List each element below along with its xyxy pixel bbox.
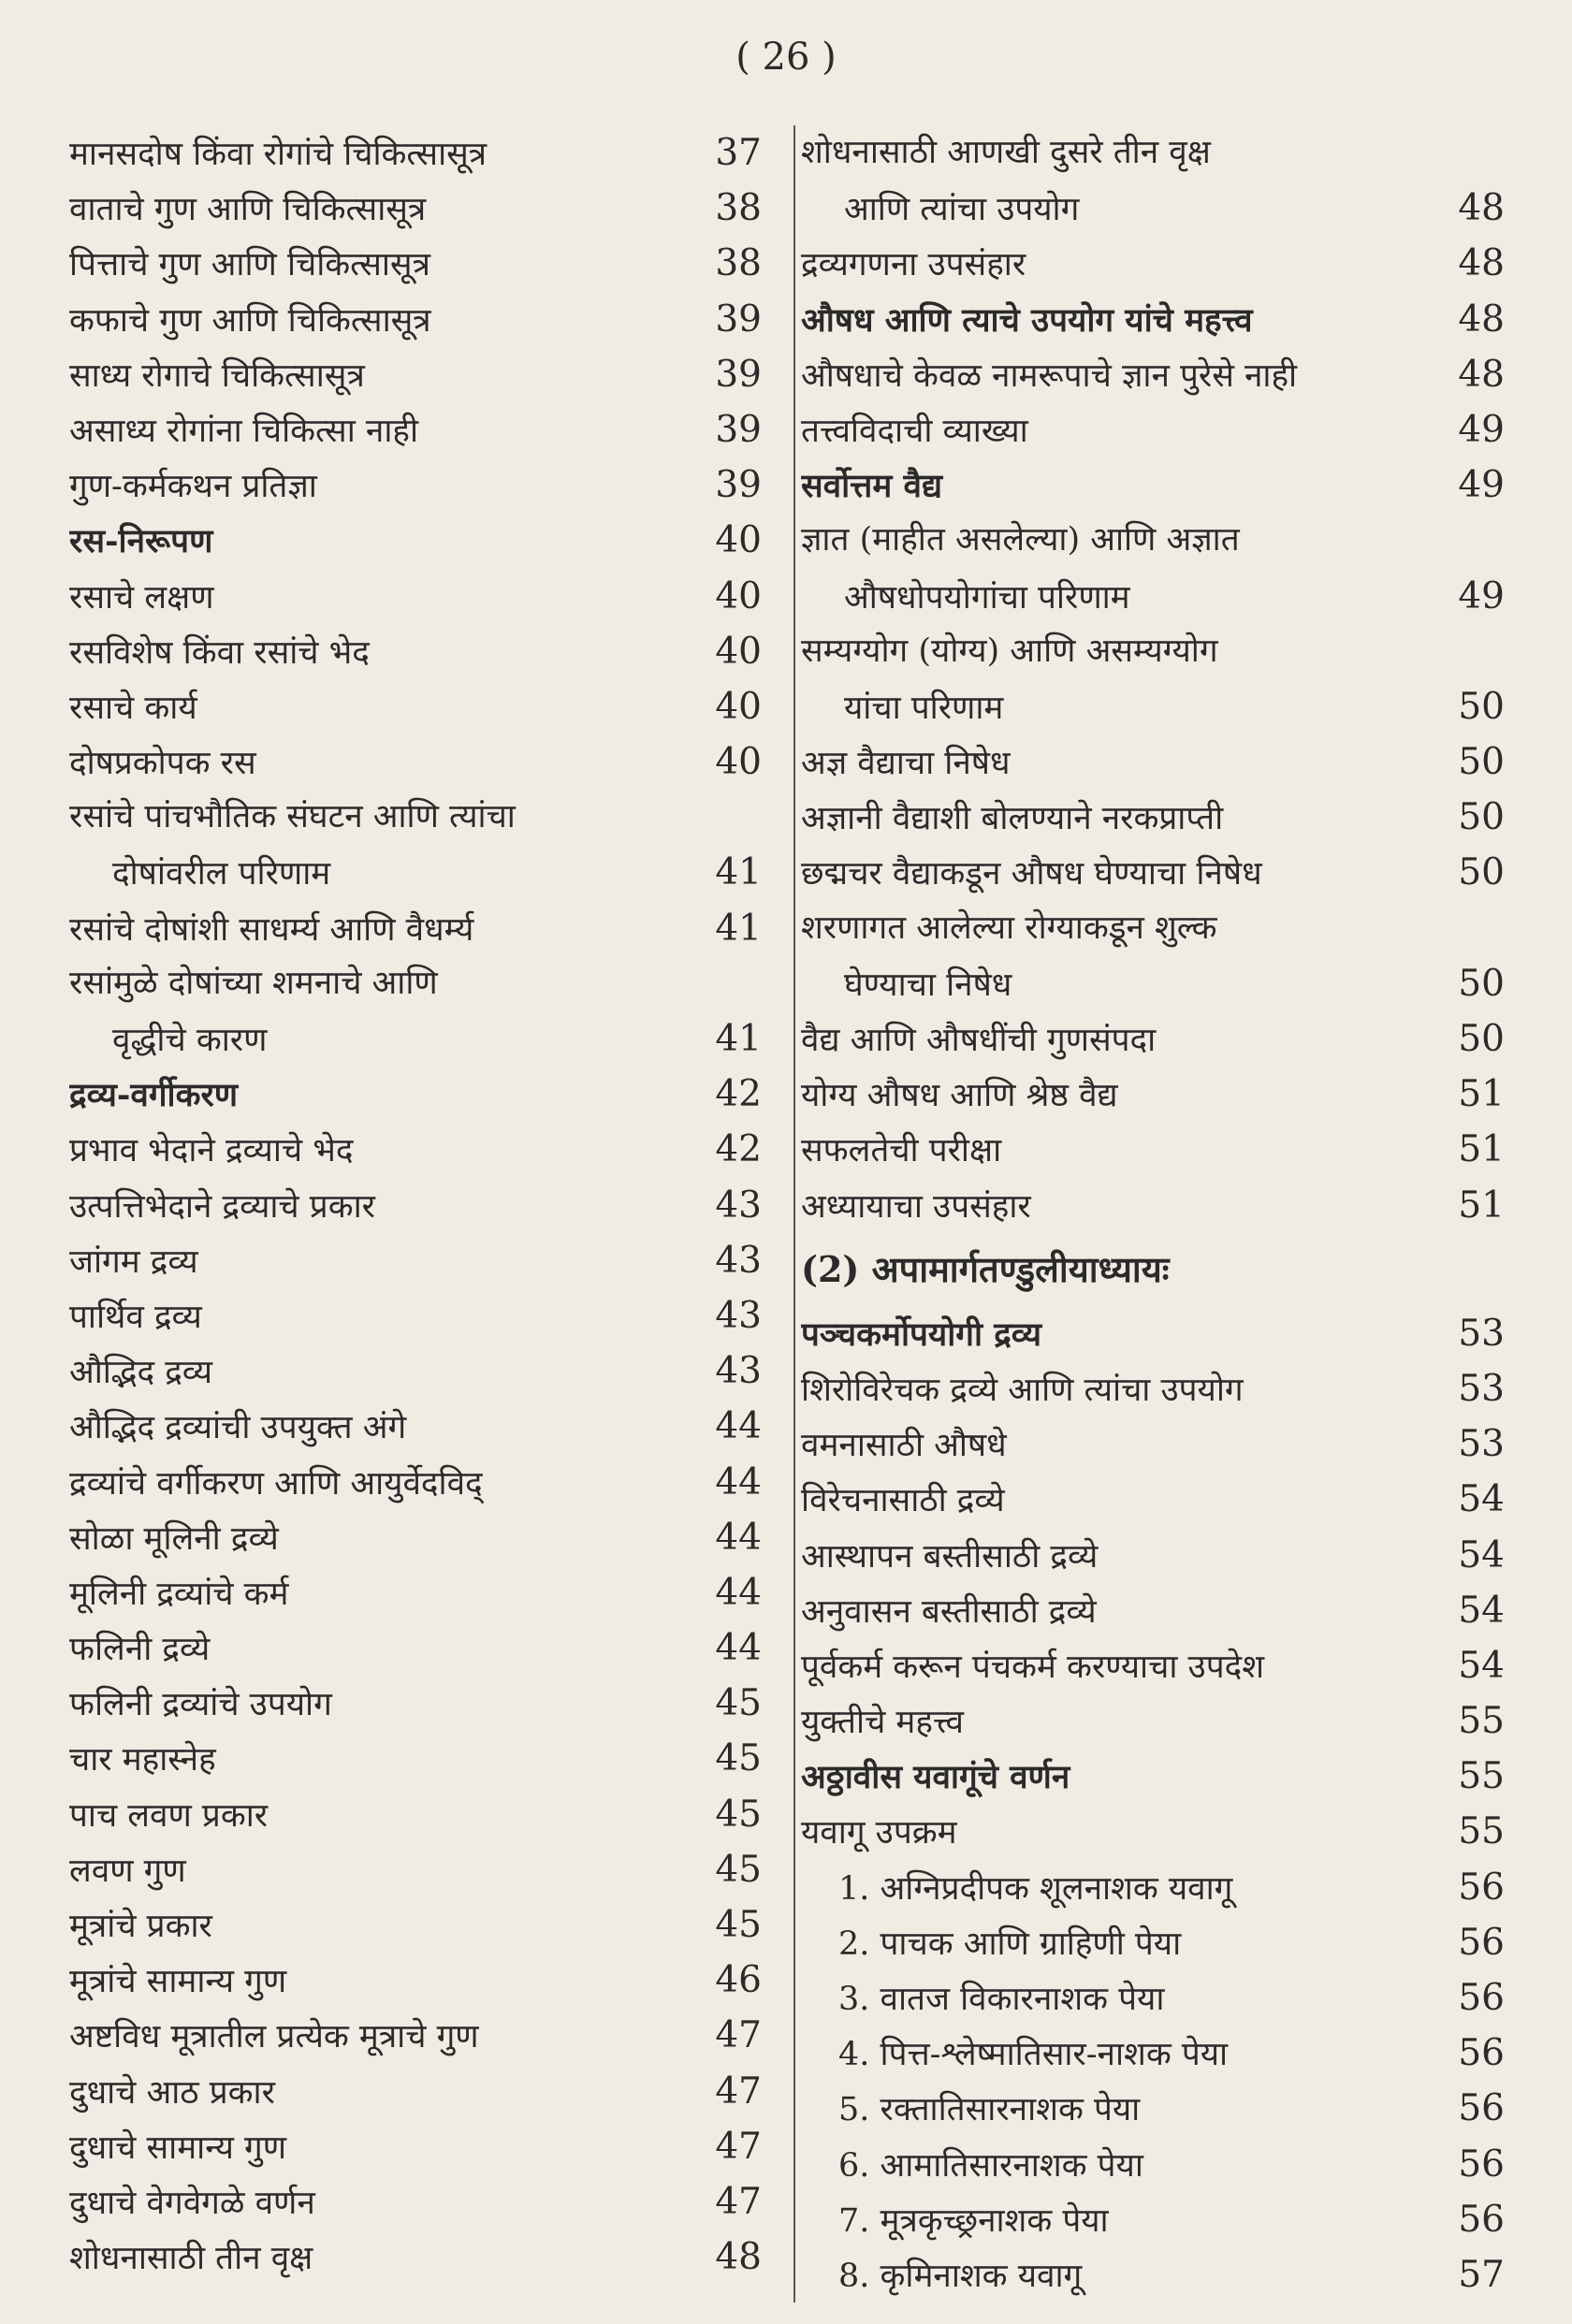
toc-entry [69, 624, 762, 679]
toc-entry [69, 1897, 762, 1953]
toc-entry-title: पाच लवण प्रकार [69, 1796, 269, 1835]
toc-entry [69, 956, 762, 1011]
toc-entry [801, 2137, 1505, 2192]
toc-entry-title: शोधनासाठी आणखी दुसरे तीन वृक्ष [801, 134, 1211, 171]
toc-entry [69, 1953, 762, 2008]
toc-entry-title: रसांचे पांचभौतिक संघटन आणि त्यांचा [69, 798, 516, 836]
toc-entry-title: अध्यायाचा उपसंहार [801, 1187, 1031, 1226]
toc-entry-page: 56 [1458, 1921, 1505, 1964]
toc-entry [69, 1787, 762, 1842]
toc-entry-page: 40 [715, 519, 762, 562]
toc-entry-page: 55 [1458, 1700, 1505, 1743]
toc-entry-title: गुण-कर्मकथन प्रतिज्ञा [69, 468, 317, 506]
toc-entry-page: 39 [715, 298, 762, 341]
toc-entry [801, 734, 1505, 790]
toc-entry-title: 5. रक्तातिसारनाशक पेया [838, 2091, 1141, 2129]
toc-entry-title: असाध्य रोगांना चिकित्सा नाही [69, 412, 419, 450]
toc-entry-title: मानसदोष किंवा रोगांचे चिकित्सासूत्र [69, 136, 488, 173]
toc-entry-title: दोषप्रकोपक रस [69, 745, 256, 783]
toc-entry-title: वैद्य आणि औषधींची गुणसंपदा [801, 1022, 1157, 1059]
toc-entry-page: 54 [1458, 1589, 1505, 1632]
toc-entry-title: दुधाचे आठ प्रकार [69, 2073, 275, 2112]
toc-entry-title: सम्यग्योग (योग्य) आणि असम्यग्योग [801, 632, 1218, 670]
toc-entry-title: युक्तीचे महत्त्व [801, 1704, 964, 1742]
toc-entry-title: कफाचे गुण आणि चिकित्सासूत्र [69, 301, 431, 340]
toc-entry [69, 181, 762, 236]
toc-entry [801, 181, 1505, 236]
toc-entry-title: पञ्चकर्मोपयोगी द्रव्य [801, 1315, 1042, 1354]
toc-entry-title: 8. कृमिनाशक यवागू [838, 2257, 1083, 2295]
toc-entry [69, 1233, 762, 1288]
toc-entry [69, 125, 762, 181]
toc-entry-page: 42 [715, 1073, 762, 1116]
toc-entry-title: द्रव्यांचे वर्गीकरण आणि आयुर्वेदविद् [69, 1464, 483, 1503]
toc-entry-page: 38 [715, 187, 762, 230]
toc-entry-page: 44 [715, 1627, 762, 1670]
toc-entry [69, 1455, 762, 1510]
toc-entry [69, 1676, 762, 1731]
toc-entry [801, 1178, 1505, 1233]
toc-entry-title: वमनासाठी औषधे [801, 1427, 1007, 1465]
toc-entry-page: 48 [1458, 353, 1505, 396]
toc-entry-page: 50 [1458, 741, 1505, 784]
toc-entry [69, 569, 762, 624]
toc-entry-title: वृद्धीचे कारण [112, 1022, 268, 1059]
toc-entry-title: आणि त्यांचा उपयोग [844, 191, 1080, 229]
toc-entry-title: मूत्रांचे सामान्य गुण [69, 1963, 287, 2001]
toc-entry [801, 125, 1505, 181]
toc-entry-page: 44 [715, 1405, 762, 1448]
toc-entry-title: सफलतेची परीक्षा [801, 1132, 1002, 1170]
toc-entry [801, 2247, 1505, 2302]
toc-entry [801, 1122, 1505, 1177]
toc-entry-title: 6. आमातिसारनाशक पेया [838, 2146, 1143, 2185]
toc-entry-page: 56 [1458, 1866, 1505, 1909]
toc-entry-page: 53 [1458, 1423, 1505, 1466]
toc-entry [69, 2064, 762, 2119]
toc-entry-page: 40 [715, 741, 762, 784]
toc-entry-page: 43 [715, 1184, 762, 1227]
toc-entry-page: 45 [715, 1793, 762, 1836]
toc-entry [801, 1915, 1505, 1970]
toc-entry-page: 44 [715, 1460, 762, 1503]
toc-entry [801, 1970, 1505, 2026]
toc-entry [801, 292, 1505, 347]
toc-entry-title: पार्थिव द्रव्य [69, 1298, 202, 1336]
toc-entry-title: 2. पाचक आणि ग्राहिणी पेया [838, 1925, 1182, 1963]
toc-entry-title: दोषांवरील परिणाम [112, 855, 331, 893]
toc-entry [69, 292, 762, 347]
toc-entry [801, 1416, 1505, 1472]
toc-entry-page: 54 [1458, 1533, 1505, 1576]
toc-entry [69, 1399, 762, 1454]
toc-entry [69, 1178, 762, 1233]
toc-entry-page: 56 [1458, 2032, 1505, 2075]
toc-entry [801, 402, 1505, 458]
toc-entry-page: 54 [1458, 1478, 1505, 1521]
toc-entry [69, 2008, 762, 2063]
toc-entry-page: 53 [1458, 1367, 1505, 1410]
toc-entry-page: 51 [1458, 1184, 1505, 1227]
toc-entry-title: शोधनासाठी तीन वृक्ष [69, 2240, 313, 2278]
toc-entry-page: 39 [715, 464, 762, 507]
toc-entry-title: 4. पित्त-श्लेष्मातिसार-नाशक पेया [838, 2036, 1229, 2074]
toc-entry-title: अज्ञ वैद्याचा निषेध [801, 745, 1011, 783]
toc-entry-title: शिरोविरेचक द्रव्ये आणि त्यांचा उपयोग [801, 1371, 1244, 1409]
toc-entry-page: 37 [715, 132, 762, 174]
toc-entry [801, 1749, 1505, 1804]
toc-entry [69, 458, 762, 513]
toc-entry-page: 42 [715, 1128, 762, 1171]
toc-entry-title: लवण गुण [69, 1852, 186, 1890]
toc-entry-title: घेण्याचा निषेध [844, 966, 1012, 1004]
toc-entry-page: 54 [1458, 1644, 1505, 1687]
toc-entry [801, 1583, 1505, 1638]
toc-entry-title: सोळा मूलिनी द्रव्ये [69, 1519, 279, 1558]
toc-entry-page: 43 [715, 1239, 762, 1282]
toc-entry-page: 50 [1458, 796, 1505, 839]
toc-entry-page: 41 [715, 1018, 762, 1060]
toc-entry-page: 57 [1458, 2253, 1505, 2296]
toc-entry-page: 48 [1458, 242, 1505, 285]
toc-entry [801, 679, 1505, 734]
toc-entry-title: योग्य औषध आणि श्रेष्ठ वैद्य [801, 1077, 1118, 1115]
toc-entry-title: जांगम द्रव्य [69, 1242, 198, 1281]
toc-entry-title: उत्पत्तिभेदाने द्रव्याचे प्रकार [69, 1187, 375, 1226]
toc-entry-title: चार महास्नेह [69, 1741, 216, 1779]
toc-entry-title: 1. अग्निप्रदीपक शूलनाशक यवागू [838, 1869, 1233, 1908]
toc-entry [801, 458, 1505, 513]
toc-entry-title: रस-निरूपण [69, 522, 213, 561]
toc-entry [801, 901, 1505, 956]
toc-entry-page: 38 [715, 242, 762, 285]
toc-entry-page: 56 [1458, 2087, 1505, 2130]
toc-entry-title: फलिनी द्रव्ये [69, 1631, 211, 1669]
toc-entry-page: 55 [1458, 1755, 1505, 1798]
toc-entry [69, 1067, 762, 1122]
toc-entry-title: (2) अपामार्गतण्डुलीयाध्यायः [801, 1247, 1170, 1290]
page-number: ( 26 ) [735, 36, 837, 79]
toc-entry-page: 48 [715, 2236, 762, 2279]
toc-entry-title: 3. वातज विकारनाशक पेया [838, 1981, 1165, 2018]
toc-entry [69, 2119, 762, 2174]
toc-entry [801, 2192, 1505, 2247]
toc-entry [801, 956, 1505, 1011]
toc-entry [801, 1011, 1505, 1067]
toc-entry-title: आस्थापन बस्तीसाठी द्रव्ये [801, 1537, 1099, 1576]
toc-entry-page: 47 [715, 2125, 762, 2168]
toc-entry-title: सर्वोत्तम वैद्य [801, 467, 942, 506]
toc-entry-page: 47 [715, 2180, 762, 2223]
toc-entry-title: औषधाचे केवळ नामरूपाचे ज्ञान पुरेसे नाही [801, 356, 1298, 395]
toc-entry-title: दुधाचे सामान्य गुण [69, 2128, 287, 2167]
toc-entry [69, 1011, 762, 1067]
toc-entry-page: 53 [1458, 1312, 1505, 1355]
toc-entry-title: अनुवासन बस्तीसाठी द्रव्ये [801, 1592, 1097, 1631]
toc-entry [801, 1860, 1505, 1915]
toc-entry-title: फलिनी द्रव्यांचे उपयोग [69, 1686, 332, 1724]
toc-entry [69, 402, 762, 458]
toc-entry-page: 39 [715, 408, 762, 451]
toc-entry [69, 513, 762, 568]
toc-entry-page: 41 [715, 851, 762, 894]
toc-entry-title: विरेचनासाठी द्रव्ये [801, 1482, 1005, 1520]
toc-entry-page: 49 [1458, 574, 1505, 617]
toc-entry-title: औषधोपयोगांचा परिणाम [844, 578, 1130, 617]
toc-entry-title: छद्मचर वैद्याकडून औषध घेण्याचा निषेध [801, 855, 1262, 893]
toc-entry-title: शरणागत आलेल्या रोग्याकडून शुल्क [801, 908, 1217, 947]
toc-entry-title: पित्ताचे गुण आणि चिकित्सासूत्र [69, 246, 430, 284]
toc-entry [801, 790, 1505, 845]
toc-entry [801, 1528, 1505, 1583]
toc-entry-page: 48 [1458, 298, 1505, 341]
toc-entry-title: वाताचे गुण आणि चिकित्सासूत्र [69, 191, 427, 229]
toc-entry [69, 1344, 762, 1399]
toc-entry-title: रसाचे कार्य [69, 689, 197, 727]
toc-entry-page: 51 [1458, 1073, 1505, 1116]
toc-entry [69, 790, 762, 845]
toc-entry-page: 43 [715, 1294, 762, 1337]
toc-entry [69, 1122, 762, 1177]
toc-entry-title: यवागू उपक्रम [801, 1814, 957, 1852]
toc-entry [69, 845, 762, 900]
toc-entry-page: 50 [1458, 851, 1505, 894]
toc-entry-title: अठ्ठावीस यवागूंचे वर्णन [801, 1758, 1070, 1797]
toc-entry-title: रसाचे लक्षण [69, 578, 214, 617]
toc-entry-title: पूर्वकर्म करून पंचकर्म करण्याचा उपदेश [801, 1648, 1264, 1686]
toc-entry [69, 679, 762, 734]
toc-entry-page: 48 [1458, 187, 1505, 230]
toc-entry [801, 236, 1505, 291]
toc-entry [801, 1804, 1505, 1859]
toc-entry-page: 45 [715, 1737, 762, 1780]
toc-entry-title: औद्भिद द्रव्यांची उपयुक्त अंगे [69, 1409, 407, 1447]
toc-entry [801, 1472, 1505, 1527]
toc-entry-title: औषध आणि त्याचे उपयोग यांचे महत्त्व [801, 300, 1253, 340]
toc-entry [69, 2230, 762, 2285]
toc-entry [69, 1731, 762, 1786]
toc-entry-page: 46 [715, 1959, 762, 2002]
toc-entry-page: 47 [715, 2070, 762, 2113]
toc-entry-page: 50 [1458, 1018, 1505, 1060]
toc-entry-page: 56 [1458, 2142, 1505, 2186]
toc-entry [801, 2081, 1505, 2136]
toc-right-column [793, 125, 1505, 2302]
toc-entry [69, 2174, 762, 2230]
toc-entry-page: 50 [1458, 962, 1505, 1005]
toc-entry [801, 1067, 1505, 1122]
toc-entry [801, 347, 1505, 402]
toc-entry-title: औद्भिद द्रव्य [69, 1354, 213, 1392]
toc-entry-title: 7. मूत्रकृच्छ्रनाशक पेया [838, 2201, 1109, 2240]
toc-entry-page: 56 [1458, 1977, 1505, 2019]
toc-entry-title: द्रव्यगणना उपसंहार [801, 246, 1026, 284]
toc-entry-page: 39 [715, 353, 762, 396]
toc-entry-title: यांचा परिणाम [844, 689, 1004, 727]
toc-entry [69, 1288, 762, 1344]
toc-entry [801, 569, 1505, 624]
toc-entry-page: 40 [715, 685, 762, 728]
toc-entry-page: 45 [715, 1904, 762, 1946]
toc-entry-title: अष्टविध मूत्रातील प्रत्येक मूत्राचे गुण [69, 2018, 479, 2056]
toc-entry-title: अज्ञानी वैद्याशी बोलण्याने नरकप्राप्ती [801, 800, 1224, 838]
toc-entry-page: 47 [715, 2014, 762, 2057]
toc-entry [801, 624, 1505, 679]
toc-entry [69, 1620, 762, 1676]
toc-entry [69, 1842, 762, 1897]
toc-entry [801, 1361, 1505, 1416]
toc-entry-page: 45 [715, 1682, 762, 1725]
toc-entry-page: 45 [715, 1848, 762, 1891]
toc-section-heading [801, 1233, 1505, 1306]
toc-entry-page: 50 [1458, 685, 1505, 728]
toc-entry-page: 49 [1458, 408, 1505, 451]
toc-entry-page: 43 [715, 1350, 762, 1393]
toc-entry-page: 44 [715, 1516, 762, 1559]
toc-entry-title: प्रभाव भेदाने द्रव्याचे भेद [69, 1132, 354, 1170]
toc-entry [69, 236, 762, 291]
toc-entry-title: द्रव्य-वर्गीकरण [69, 1076, 239, 1115]
toc-entry-page: 40 [715, 630, 762, 673]
toc-entry-page: 55 [1458, 1810, 1505, 1853]
toc-entry-page: 44 [715, 1571, 762, 1614]
toc-entry [801, 2026, 1505, 2081]
toc-entry-page: 56 [1458, 2198, 1505, 2241]
toc-entry [69, 1510, 762, 1565]
toc-entry [801, 1693, 1505, 1749]
toc-entry-page: 49 [1458, 464, 1505, 507]
toc-entry-title: मूत्रांचे प्रकार [69, 1908, 212, 1945]
toc-left-column [69, 125, 762, 2285]
toc-entry-title: रसांमुळे दोषांच्या शमनाचे आणि [69, 964, 438, 1002]
toc-entry [801, 845, 1505, 900]
toc-entry [69, 1565, 762, 1620]
toc-entry-page: 51 [1458, 1128, 1505, 1171]
toc-entry-title: साध्य रोगाचे चिकित्सासूत्र [69, 356, 365, 395]
toc-entry [801, 1638, 1505, 1693]
toc-entry-title: मूलिनी द्रव्यांचे कर्म [69, 1575, 289, 1613]
toc-entry-page: 41 [715, 907, 762, 950]
toc-entry [69, 347, 762, 402]
toc-entry [801, 1306, 1505, 1361]
toc-entry-title: दुधाचे वेगवेगळे वर्णन [69, 2184, 315, 2222]
toc-entry [69, 901, 762, 956]
toc-entry-title: तत्त्वविदाची व्याख्या [801, 412, 1028, 450]
toc-entry-title: रसांचे दोषांशी साधर्म्य आणि वैधर्म्य [69, 910, 474, 949]
toc-entry [801, 513, 1505, 568]
toc-entry [69, 734, 762, 790]
toc-entry-page: 40 [715, 574, 762, 617]
toc-entry-title: ज्ञात (माहीत असलेल्या) आणि अज्ञात [801, 521, 1240, 559]
toc-entry-title: रसविशेष किंवा रसांचे भेद [69, 633, 370, 672]
